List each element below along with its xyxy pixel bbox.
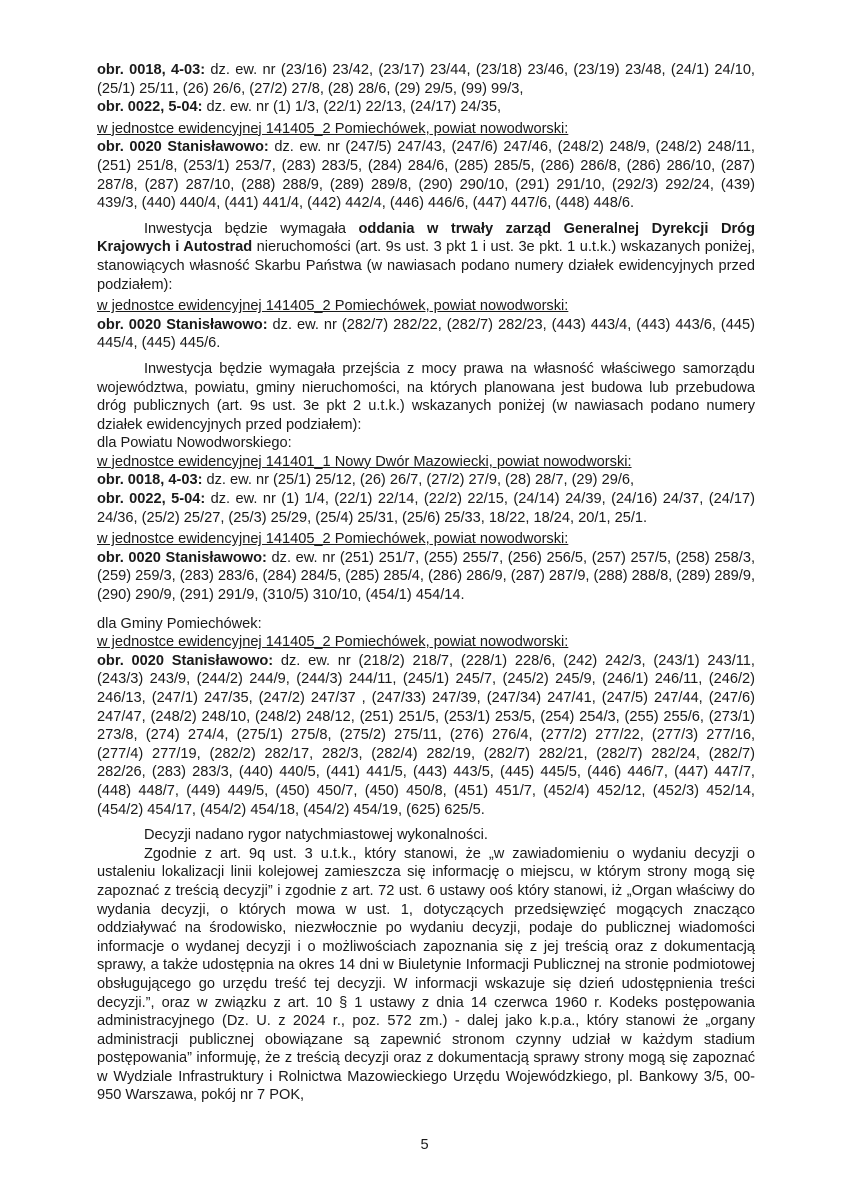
unit-header-pomiechowek-1 <box>97 120 755 139</box>
parcel-list-obr-0022-5-04-powiat-run-0: obr. 0022, 5-04: <box>97 491 206 508</box>
para-przejscie-z-mocy-prawa <box>97 360 755 434</box>
parcel-list-stanislawowo-1 <box>97 138 755 212</box>
unit-header-pomiechowek-2 <box>97 297 755 316</box>
para-zawiadomienie-run-0: Zgodnie z art. 9q ust. 3 u.t.k., który stanowi, że „w zawiadomieniu o wydaniu decyzji o ustaleniu lokalizacji linii kolejowej zamieszcza się informację o miejscu, w którym strony mogą się zapoznać z treścią decyzji” i zgodnie z art. 72 ust. 6 ustawy ooś który stanowi, iż „Organ właściwy do wydania decyzji, o których mowa w ust. 1, dotyczących przedsięwzięć mogących znacząco oddziaływać na środowisko, niezwłocznie po wydaniu decyzji, podaje do publicznej wiadomości informacje o wydanej decyzji i o możliwościach zapoznania się z jej treścią oraz z dokumentacją sprawy, a także udostępnia na okres 14 dni w Biuletynie Informacji Publicznej na stronie podmiotowej obsługującego go urzędu treść tej decyzji. W informacji wskazuje się dzień udostępnienia treści decyzji.”, oraz w związku z art. 10 § 1 ustawy z dnia 14 czerwca 1960 r. Kodeks postępowania administracyjnego (Dz. U. z 2024 r., poz. 572 zm.) - dalej jako k.p.a., który stanowi że „organy administracji publicznej obowiązane są zapewnić stronom czynny udział w każdym stadium postępowania” informuję, że z treścią decyzji oraz z dokumentacją sprawy strony mogą się zapoznać w Wydziale Infrastruktury i Rolnictwa Mazowieckiego Urzędu Wojewódzkiego, pl. Bankowy 3/5, 00-950 Warszawa, pokój nr 7 POK, <box>97 845 755 1104</box>
parcel-list-obr-0018-4-03-powiat-run-0: obr. 0018, 4-03: <box>97 472 203 489</box>
document-body <box>97 61 755 1105</box>
label-gmina-pomiechowek-run-0: dla Gminy Pomiechówek: <box>97 615 262 632</box>
parcel-list-stanislawowo-4-run-1: dz. ew. nr (218/2) 218/7, (228/1) 228/6, (242) 242/3, (243/1) 243/11, (243/3) 243/9, (244/2) 244/9, (244/3) 244/11, (245/1) 245/7, (245/2) 245/9, (246/1) 246/11, (246/2) 246/13, (247/1) 247/35, (247/2) 247/37 , (247/33) 247/39, (247/34) 247/41, (247/5) 247/44, (247/6) 247/47, (248/2) 248/10, (248/2) 248/12, (251) 251/5, (253/1) 253/5, (254) 254/3, (255) 255/6, (273/1) 273/8, (274) 274/4, (275/1) 275/8, (275/2) 275/11, (276) 276/4, (277/2) 277/22, (277/3) 277/16, (277/4) 277/19, (282/2) 282/17, 282/3, (282/4) 282/19, (282/7) 282/21, (282/7) 282/24, (282/7) 282/26, (283) 283/3, (440) 440/5, (441) 441/5, (443) 443/5, (445) 445/5, (446) 446/7, (447) 447/7, (448) 448/7, (449) 449/5, (450) 450/7, (450) 450/8, (451) 451/7, (452/4) 452/12, (452/3) 452/14, (454/2) 454/17, (454/2) 454/18, (454/2) 454/19, (625) 625/5. <box>97 652 755 818</box>
page-number: 5 <box>420 1137 429 1153</box>
para-rygor-wykonalnosci <box>97 826 755 845</box>
unit-header-pomiechowek-3-run-0: w jednostce ewidencyjnej 141405_2 Pomiechówek, powiat nowodworski: <box>97 531 569 548</box>
parcel-list-obr-0018-4-03-run-0: obr. 0018, 4-03: <box>97 62 206 78</box>
parcel-list-obr-0022-5-04-run-1: dz. ew. nr (1) 1/3, (22/1) 22/13, (24/17) 24/35, <box>202 99 501 116</box>
label-powiat-nowodworski <box>97 434 755 453</box>
parcel-list-stanislawowo-1-run-0: obr. 0020 Stanisławowo: <box>97 139 269 156</box>
parcel-list-stanislawowo-2 <box>97 316 755 353</box>
parcel-list-obr-0018-4-03-powiat <box>97 471 755 490</box>
label-gmina-pomiechowek <box>97 615 755 634</box>
para-trwaly-zarzad-run-0: Inwestycja będzie wymagała <box>144 220 359 237</box>
para-trwaly-zarzad-run-1: oddania w trwały zarząd Generalnej Dyrekcji Dróg Krajowych i Autostrad <box>97 220 755 256</box>
parcel-list-obr-0022-5-04-powiat <box>97 490 755 527</box>
parcel-list-stanislawowo-3-run-1: dz. ew. nr (251) 251/7, (255) 255/7, (256) 256/5, (257) 257/5, (258) 258/3, (259) 259/3, (283) 283/6, (284) 284/5, (285) 285/4, (286) 286/9, (287) 287/9, (288) 288/8, (289) 289/9, (290) 290/9, (291) 291/9, (310/5) 310/10, (454/1) 454/14. <box>97 549 755 604</box>
parcel-list-stanislawowo-2-run-1: dz. ew. nr (282/7) 282/22, (282/7) 282/23, (443) 443/4, (443) 443/6, (445) 445/4, (445) 445/6. <box>97 316 755 352</box>
parcel-list-obr-0022-5-04-run-0: obr. 0022, 5-04: <box>97 99 203 116</box>
para-zawiadomienie <box>97 845 755 1105</box>
unit-header-nowy-dwor <box>97 453 755 472</box>
unit-header-pomiechowek-2-run-0: w jednostce ewidencyjnej 141405_2 Pomiechówek, powiat nowodworski: <box>97 298 569 315</box>
parcel-list-stanislawowo-3-run-0: obr. 0020 Stanisławowo: <box>97 549 267 566</box>
unit-header-pomiechowek-4 <box>97 633 755 652</box>
parcel-list-stanislawowo-4-run-0: obr. 0020 Stanisławowo: <box>97 652 274 669</box>
unit-header-nowy-dwor-run-0: w jednostce ewidencyjnej 141401_1 Nowy Dwór Mazowiecki, powiat nowodworski: <box>97 453 632 470</box>
para-trwaly-zarzad <box>97 220 755 294</box>
unit-header-pomiechowek-1-run-0: w jednostce ewidencyjnej 141405_2 Pomiechówek, powiat nowodworski: <box>97 120 569 137</box>
para-przejscie-z-mocy-prawa-run-0: Inwestycja będzie wymagała przejścia z mocy prawa na własność właściwego samorządu województwa, powiatu, gminy nieruchomości, na których planowana jest budowa lub przebudowa dróg publicznych (art. 9s ust. 3e pkt 2 u.t.k.) wskazanych poniżej (w nawiasach podano numery działek ewidencyjnych przed podziałem): <box>97 360 755 433</box>
parcel-list-obr-0022-5-04-powiat-run-1: dz. ew. nr (1) 1/4, (22/1) 22/14, (22/2) 22/15, (24/14) 24/39, (24/16) 24/37, (24/17) 24/36, (25/2) 25/27, (25/3) 25/29, (25/4) 25/31, (25/6) 25/33, 18/22, 18/24, 20/1, 25/1. <box>97 491 755 526</box>
unit-header-pomiechowek-4-run-0: w jednostce ewidencyjnej 141405_2 Pomiechówek, powiat nowodworski: <box>97 634 569 651</box>
parcel-list-stanislawowo-2-run-0: obr. 0020 Stanisławowo: <box>97 316 268 333</box>
para-rygor-wykonalnosci-run-0: Decyzji nadano rygor natychmiastowej wykonalności. <box>144 827 488 844</box>
parcel-list-obr-0022-5-04 <box>97 98 755 117</box>
parcel-list-obr-0018-4-03 <box>97 61 755 98</box>
parcel-list-stanislawowo-4 <box>97 652 755 819</box>
parcel-list-stanislawowo-3 <box>97 549 755 605</box>
label-powiat-nowodworski-run-0: dla Powiatu Nowodworskiego: <box>97 435 292 452</box>
parcel-list-obr-0018-4-03-run-1: dz. ew. nr (23/16) 23/42, (23/17) 23/44, (23/18) 23/46, (23/19) 23/48, (24/1) 24/10, (25/1) 25/11, (26) 26/6, (27/2) 27/8, (28) 28/6, (29) 29/5, (99) 99/3, <box>97 62 755 97</box>
parcel-list-obr-0018-4-03-powiat-run-1: dz. ew. nr (25/1) 25/12, (26) 26/7, (27/2) 27/9, (28) 28/7, (29) 29/6, <box>202 472 635 489</box>
parcel-list-stanislawowo-1-run-1: dz. ew. nr (247/5) 247/43, (247/6) 247/46, (248/2) 248/9, (248/2) 248/11, (251) 251/8, (253/1) 253/7, (283) 283/5, (284) 284/6, (285) 285/5, (286) 286/8, (286) 286/10, (287) 287/8, (287) 287/10, (288) 288/9, (289) 289/8, (290) 290/10, (291) 291/10, (292/3) 292/24, (439) 439/3, (440) 440/4, (441) 441/4, (442) 442/4, (446) 446/6, (447) 447/6, (448) 448/6. <box>97 139 755 212</box>
unit-header-pomiechowek-3 <box>97 530 755 549</box>
para-trwaly-zarzad-run-2: nieruchomości (art. 9s ust. 3 pkt 1 i ust. 3e pkt. 1 u.t.k.) wskazanych poniżej, stanowiących własność Skarbu Państwa (w nawiasach podano numery działek ewidencyjnych przed podziałem): <box>97 239 755 293</box>
